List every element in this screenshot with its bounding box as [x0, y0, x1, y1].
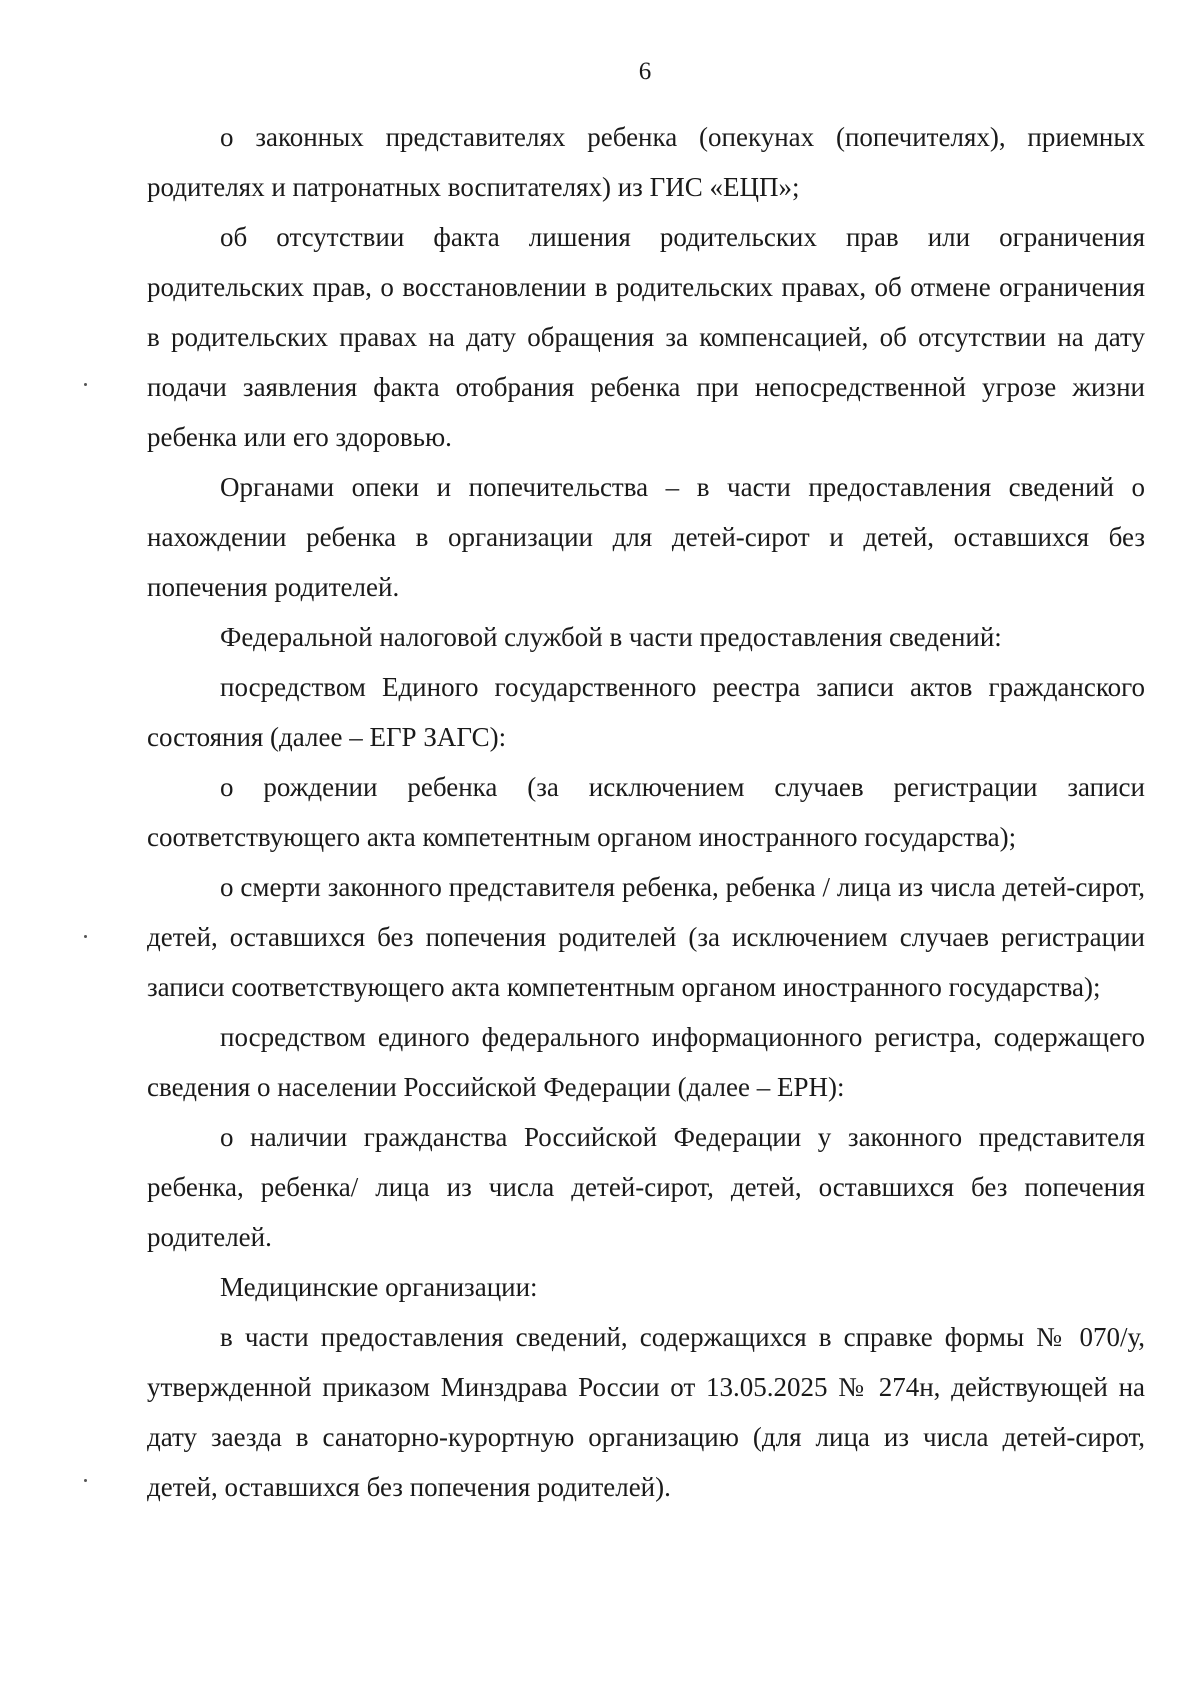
paragraph: об отсутствии факта лишения родительских прав или ограничения родительских прав, о восстановлении в родительских правах, об отмене ограничения в родительских правах на дату обращения за компенсацией, об отсутствии на дату подачи заявления факта отобрания ребенка при непосредственной угрозе жизни ребенка или его здоровью. [147, 222, 1145, 452]
paragraph: Медицинские организации: [220, 1272, 538, 1302]
page-number: 6 [638, 58, 652, 85]
scan-speck [84, 1479, 87, 1482]
document-body [147, 112, 1145, 1512]
paragraph: посредством Единого государственного реестра записи актов гражданского состояния (далее – ЕГР ЗАГС): [147, 672, 1145, 752]
paragraph: о наличии гражданства Российской Федерации у законного представителя ребенка, ребенка/ лица из числа детей-сирот, детей, оставшихся без попечения родителей. [147, 1122, 1145, 1252]
paragraph: Органами опеки и попечительства – в части предоставления сведений о нахождении ребенка в организации для детей-сирот и детей, оставшихся без попечения родителей. [147, 472, 1145, 602]
paragraph: в части предоставления сведений, содержащихся в справке формы № 070/у, утвержденной приказом Минздрава России от 13.05.2025 № 274н, действующей на дату заезда в санаторно-курортную организацию (для лица из числа детей-сирот, детей, оставшихся без попечения родителей). [147, 1322, 1145, 1502]
paragraph: посредством единого федерального информационного регистра, содержащего сведения о населении Российской Федерации (далее – ЕРН): [147, 1022, 1145, 1102]
scan-speck [84, 935, 87, 938]
paragraph: Федеральной налоговой службой в части предоставления сведений: [220, 622, 1002, 652]
paragraph: о рождении ребенка (за исключением случаев регистрации записи соответствующего акта компетентным органом иностранного государства); [147, 772, 1145, 852]
paragraph: о законных представителях ребенка (опекунах (попечителях), приемных родителях и патронатных воспитателях) из ГИС «ЕЦП»; [147, 122, 1145, 202]
scan-speck [84, 383, 87, 386]
paragraph: о смерти законного представителя ребенка, ребенка / лица из числа детей-сирот, детей, оставшихся без попечения родителей (за исключением случаев регистрации записи соответствующего акта компетентным органом иностранного государства); [147, 872, 1145, 1002]
